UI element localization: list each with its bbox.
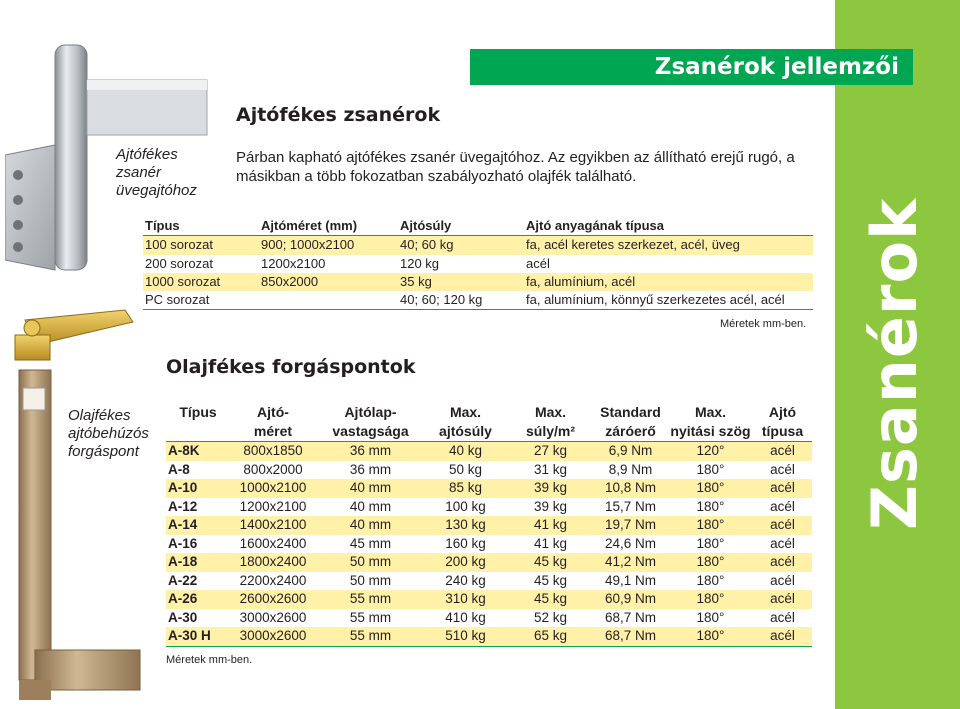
cell: 130 kg: [445, 517, 486, 532]
table-row: [166, 516, 812, 535]
cell: 800x2000: [243, 461, 303, 477]
cell: acél: [770, 480, 795, 495]
cell: 68,7 Nm: [604, 609, 657, 625]
cell: 1400x2100: [239, 517, 307, 532]
cell: acél: [526, 255, 550, 271]
caption-line: üvegajtóhoz: [116, 182, 197, 199]
cell: 39 kg: [533, 498, 568, 514]
caption-line: zsanér: [116, 164, 162, 181]
cell: 200 sorozat: [145, 255, 213, 271]
cell: 180°: [696, 461, 725, 477]
cell: 180°: [696, 535, 725, 551]
caption-line: forgáspont: [68, 443, 139, 460]
cell: 45 kg: [533, 572, 568, 588]
table-row: [166, 553, 812, 572]
table-row: [166, 609, 812, 628]
table-row: [166, 479, 812, 498]
cell: PC sorozat: [145, 292, 210, 308]
cell: 45 kg: [533, 554, 568, 569]
table-row: [166, 572, 812, 591]
cell: 50 mm: [349, 554, 392, 569]
cell: 180°: [696, 517, 725, 532]
header-cell: Standard záróerő: [600, 404, 661, 439]
header-cell: Ajtó típusa: [761, 404, 804, 439]
cell: A-10: [168, 480, 198, 495]
cell: A-26: [168, 591, 198, 606]
caption-pivot: [68, 407, 149, 461]
cell: 68,7 Nm: [604, 628, 657, 643]
table-row: [143, 273, 813, 291]
cell: A-8: [168, 461, 190, 477]
table-row: [166, 442, 812, 461]
cell: 160 kg: [445, 535, 486, 551]
header-cell: Ajtóméret (mm): [261, 218, 358, 233]
cell: 3000x2600: [239, 628, 307, 643]
cell: 510 kg: [445, 628, 486, 643]
table-row: [166, 627, 812, 647]
cell: 8,9 Nm: [608, 461, 653, 477]
cell: acél: [770, 535, 795, 551]
cell: 40; 60; 120 kg: [400, 292, 483, 308]
cell: 27 kg: [533, 443, 568, 458]
header-cell: Típus: [179, 404, 217, 420]
header-cell: Ajtó- méret: [253, 404, 293, 439]
cell: 41 kg: [533, 517, 568, 532]
caption-hinge: [116, 146, 197, 200]
header-cell: Max. súly/m²: [525, 404, 575, 439]
cell: 45 kg: [533, 591, 568, 606]
cell: 180°: [696, 628, 725, 643]
table-row: [166, 498, 812, 517]
cell: 55 mm: [349, 591, 392, 606]
cell: 50 kg: [448, 461, 483, 477]
cell: 19,7 Nm: [604, 517, 657, 532]
header-cell: Ajtólap- vastagsága: [332, 404, 409, 439]
cell: acél: [770, 591, 795, 606]
table-row: [166, 461, 812, 480]
pivot-table: [166, 403, 812, 647]
section-heading-door-brake-hinges: Ajtófékes zsanérok: [236, 104, 441, 126]
cell: 36 mm: [349, 461, 392, 477]
cell: 41 kg: [533, 535, 568, 551]
cell: 2600x2600: [239, 591, 307, 606]
cell: 49,1 Nm: [604, 572, 657, 588]
cell: 15,7 Nm: [604, 498, 657, 514]
cell: 900; 1000x2100: [261, 237, 355, 253]
cell: 180°: [696, 591, 725, 606]
cell: 180°: [696, 480, 725, 495]
cell: fa, alumínium, acél: [526, 273, 636, 289]
cell: 36 mm: [349, 443, 392, 458]
cell: 3000x2600: [239, 609, 307, 625]
cell: 100 kg: [445, 498, 486, 514]
cell: acél: [770, 572, 795, 588]
cell: A-30 H: [168, 628, 211, 643]
cell: acél: [770, 517, 795, 532]
header-banner: [470, 49, 913, 85]
table-row: [166, 535, 812, 554]
cell: 1000 sorozat: [145, 273, 221, 289]
cell: 180°: [696, 498, 725, 514]
cell: 65 kg: [533, 628, 568, 643]
cell: A-18: [168, 554, 198, 569]
cell: 40 mm: [349, 480, 392, 495]
cell: acél: [770, 628, 795, 643]
cell: 60,9 Nm: [604, 591, 657, 606]
cell: 1000x2100: [239, 480, 307, 495]
header-cell: Ajtósúly: [400, 218, 452, 233]
caption-line: Ajtófékes: [116, 146, 178, 163]
cell: 800x1850: [243, 443, 303, 458]
cell: 180°: [696, 572, 725, 588]
cell: 55 mm: [349, 609, 392, 625]
cell: 240 kg: [445, 572, 486, 588]
cell: 40 kg: [448, 443, 483, 458]
cell: 52 kg: [533, 609, 568, 625]
table-row: [143, 236, 813, 254]
header-cell: Ajtó anyagának típusa: [526, 218, 664, 233]
cell: 1200x2100: [261, 255, 326, 271]
units-note-2: Méretek mm-ben.: [166, 654, 253, 666]
cell: 31 kg: [533, 461, 568, 477]
cell: fa, alumínium, könnyű szerkezetes acél, acél: [526, 292, 785, 308]
cell: 24,6 Nm: [604, 535, 657, 551]
cell: 200 kg: [445, 554, 486, 569]
table-row: [143, 291, 813, 310]
caption-line: Olajfékes: [68, 407, 131, 424]
cell: 40; 60 kg: [400, 237, 454, 253]
cell: 41,2 Nm: [604, 554, 657, 569]
cell: A-8K: [168, 443, 200, 458]
cell: 35 kg: [400, 273, 432, 289]
table-row: [143, 255, 813, 273]
cell: acél: [770, 461, 795, 477]
cell: 1800x2400: [239, 554, 307, 569]
caption-line: ajtóbehúzós: [68, 425, 149, 442]
cell: 85 kg: [448, 480, 483, 495]
cell: 120 kg: [400, 255, 440, 271]
cell: acél: [770, 609, 795, 625]
banner-title: Zsanérok jellemzői: [654, 54, 899, 80]
cell: A-12: [168, 498, 198, 514]
cell: 10,8 Nm: [604, 480, 657, 495]
cell: A-14: [168, 517, 198, 532]
cell: A-16: [168, 535, 198, 551]
header-cell: Típus: [145, 218, 180, 233]
cell: 40 mm: [349, 498, 392, 514]
cell: A-30: [168, 609, 198, 625]
cell: 1200x2100: [239, 498, 307, 514]
cell: 2200x2400: [239, 572, 307, 588]
floor-pivot-image: [5, 300, 145, 705]
section-heading-oil-pivots: Olajfékes forgáspontok: [166, 356, 416, 378]
cell: 1600x2400: [239, 535, 307, 551]
units-note: Méretek mm-ben.: [720, 318, 807, 330]
cell: 50 mm: [349, 572, 392, 588]
cell: 180°: [696, 609, 725, 625]
cell: acél: [770, 498, 795, 514]
cell: 39 kg: [533, 480, 568, 495]
table-header-row: [166, 403, 812, 442]
cell: 120°: [696, 443, 725, 458]
header-cell: Max. ajtósúly: [439, 404, 492, 439]
cell: 410 kg: [445, 609, 486, 625]
cell: 180°: [696, 554, 725, 569]
side-title: Zsanérok: [858, 197, 931, 530]
cell: acél: [770, 443, 795, 458]
cell: 45 mm: [349, 535, 392, 551]
cell: 850x2000: [261, 273, 319, 289]
cell: acél: [770, 554, 795, 569]
cell: A-22: [168, 572, 198, 588]
cell: 55 mm: [349, 628, 392, 643]
cell: 310 kg: [445, 591, 486, 606]
header-cell: Max. nyitási szög: [670, 404, 751, 439]
cell: fa, acél keretes szerkezet, acél, üveg: [526, 237, 740, 253]
table-header-row: [143, 217, 813, 236]
cell: 6,9 Nm: [608, 443, 653, 458]
cell: [261, 291, 400, 309]
intro-text: Párban kapható ajtófékes zsanér üvegajtóhoz. Az egyikben az állítható erejű rugó, a másikban a több fokozatban szabályozható olajfék található.: [236, 149, 795, 185]
table-row: [166, 590, 812, 609]
cell: 100 sorozat: [145, 237, 213, 253]
cell: 40 mm: [349, 517, 392, 532]
hinge-table: [143, 217, 813, 310]
